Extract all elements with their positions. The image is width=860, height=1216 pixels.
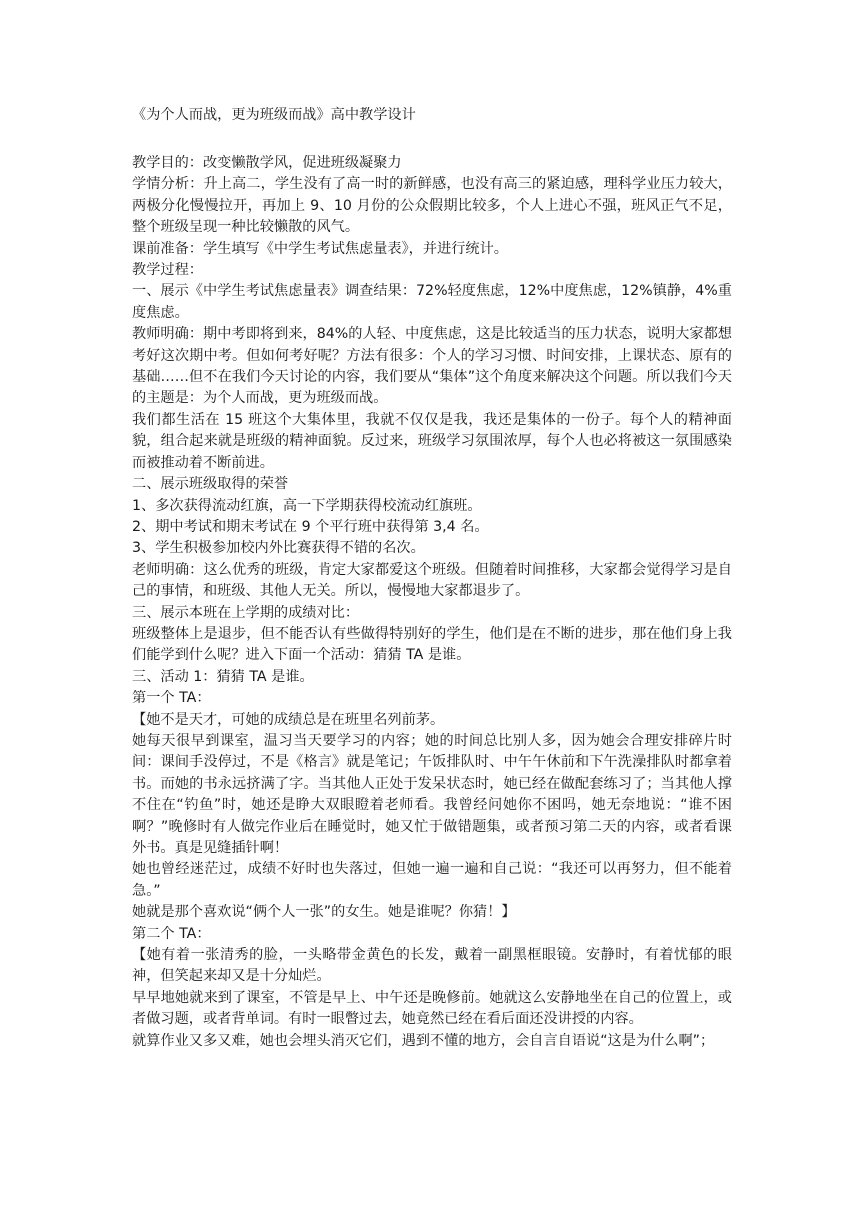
title-spacer bbox=[132, 127, 732, 153]
paragraph: 三、活动 1：猜猜 TA 是谁。 bbox=[132, 668, 314, 685]
paragraph: 教学目的：改变懒散学风，促进班级凝聚力 bbox=[132, 155, 402, 171]
paragraph: 1、多次获得流动红旗，高一下学期获得校流动红旗班。 bbox=[132, 497, 482, 514]
paragraph: 【她有着一张清秀的脸，一头略带金黄色的长发，戴着一副黑框眼镜。安静时，有着忧郁的眼神，但笑起来却又是十分灿烂。 bbox=[132, 947, 732, 985]
paragraph: 班级整体上是退步，但不能否认有些做得特别好的学生，他们是在不断的进步，那在他们身上我们能学到什么呢？进入下面一个活动：猜猜 TA 是谁。 bbox=[132, 625, 732, 664]
paragraph: 就算作业又多又难，她也会埋头消灭它们，遇到不懂的地方，会自言自语说“这是为什么啊”； bbox=[132, 1032, 715, 1049]
paragraph: 二、展示班级取得的荣誉 bbox=[132, 476, 289, 493]
paragraph: 我们都生活在 15 班这个大集体里，我就不仅仅是我，我还是集体的一份子。每个人的精神面貌，组合起来就是班级的精神面貌。反过来，班级学习氛围浓厚，每个人也必将被这一氛围感染而被推动着不断前进。 bbox=[132, 411, 732, 471]
paragraph: 三、展示本班在上学期的成绩对比： bbox=[132, 604, 360, 621]
paragraph: 她就是那个喜欢说“俩个人一张”的女生。她是谁呢？你猜！】 bbox=[132, 904, 516, 921]
paragraph: 她每天很早到课室，温习当天要学习的内容；她的时间总比别人多，因为她会合理安排碎片时间：课间手没停过，不是《格言》就是笔记；午饭排队时、中午午休前和下午洗澡排队时都拿着书。而她的书永远挤满了字。当其他人正处于发呆状态时，她已经在做配套练习了；当其他人撑不住在“钓鱼”时，她还是睁大双眼瞪着老师看。我曾经问她你不困吗，她无奈地说：“谁不困啊？”晚修时有人做完作业后在睡觉时，她又忙于做错题集，或者预习第二天的内容，或者看课外书。真是见缝插针啊！ bbox=[132, 732, 732, 856]
paragraph: 教学过程： bbox=[132, 262, 203, 279]
paragraph: 学情分析：升上高二，学生没有了高一时的新鲜感，也没有高三的紧迫感，理科学业压力较大，两极分化慢慢拉开，再加上 9、10 月份的公众假期比较多，个人上进心不强，班风正气不足，整个班级呈现一种比较懒散的风气。 bbox=[132, 176, 732, 236]
paragraph: 2、期中考试和期末考试在 9 个平行班中获得第 3,4 名。 bbox=[132, 518, 489, 535]
paragraph: 3、学生积极参加校内外比赛获得不错的名次。 bbox=[132, 540, 425, 557]
paragraph: 第二个 TA： bbox=[132, 925, 211, 942]
paragraph: 【她不是天才，可她的成绩总是在班里名列前茅。 bbox=[132, 711, 445, 728]
paragraph: 她也曾经迷茫过，成绩不好时也失落过，但她一遍一遍和自己说：“我还可以再努力，但不能着急。” bbox=[132, 861, 732, 899]
paragraph: 教师明确：期中考即将到来，84%的人轻、中度焦虑，这是比较适当的压力状态，说明大家都想考好这次期中考。但如何考好呢？方法有很多：个人的学习习惯、时间安排，上课状态、原有的基础……但不在我们今天讨论的内容，我们要从“集体”这个角度来解决这个问题。所以我们今天的主题是：为个人而战，更为班级而战。 bbox=[132, 326, 732, 407]
paragraph: 第一个 TA： bbox=[132, 690, 211, 707]
document-page bbox=[132, 103, 732, 1052]
paragraph: 早早地她就来到了课室，不管是早上、中午还是晚修前。她就这么安静地坐在自己的位置上，或者做习题，或者背单词。有时一眼瞥过去，她竟然已经在看后面还没讲授的内容。 bbox=[132, 989, 732, 1028]
paragraph: 一、展示《中学生考试焦虑量表》调查结果：72%轻度焦虑，12%中度焦虑，12%镇静，4%重度焦虑。 bbox=[132, 283, 732, 321]
document-body bbox=[132, 153, 732, 1052]
document-title: 《为个人而战，更为班级而战》高中教学设计 bbox=[132, 107, 416, 123]
paragraph: 课前准备：学生填写《中学生考试焦虑量表》，并进行统计。 bbox=[132, 240, 508, 257]
paragraph: 老师明确：这么优秀的班级，肯定大家都爱这个班级。但随着时间推移，大家都会觉得学习是自己的事情，和班级、其他人无关。所以，慢慢地大家都退步了。 bbox=[132, 561, 732, 600]
